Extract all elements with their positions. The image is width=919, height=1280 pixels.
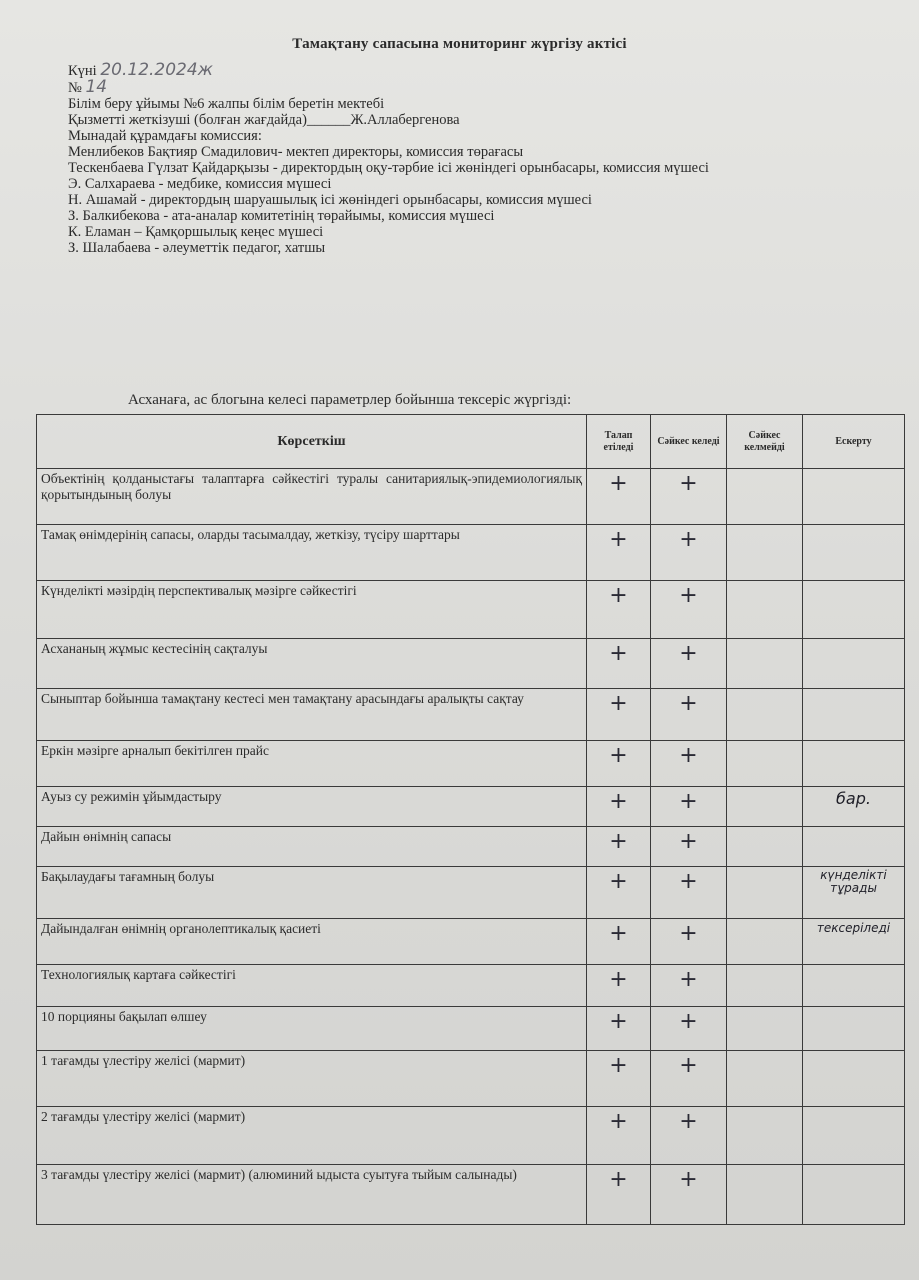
note-cell (803, 1107, 905, 1165)
table-row (37, 919, 905, 965)
header-required: Талап етіледі (587, 415, 651, 469)
required-mark: + (587, 827, 651, 867)
inspection-subtitle: Асханаға, ас блогына келесі параметрлер бойынша тексеріс жүргізді: (128, 392, 572, 408)
indicator-cell: Технологиялық картаға сәйкестігі (37, 965, 587, 1007)
compliant-mark: + (651, 469, 727, 525)
note-cell (803, 639, 905, 689)
table-row (37, 525, 905, 581)
note-cell: тексеріледі (803, 919, 905, 965)
organization: Білім беру ұйымы №6 жалпы білім беретін мектебі (68, 96, 385, 112)
indicator-cell: Тамақ өнімдерінің сапасы, оларды тасымалдау, жеткізу, түсіру шарттары (37, 525, 587, 581)
header-compliant: Сәйкес келеді (651, 415, 727, 469)
indicator-cell: 10 порцияны бақылап өлшеу (37, 1007, 587, 1051)
inspection-table (36, 414, 905, 1225)
table-row (37, 867, 905, 919)
note-cell (803, 1051, 905, 1107)
note-cell: күнделікті тұрады (803, 867, 905, 919)
note-cell (803, 741, 905, 787)
commission-member: З. Балкибекова - ата-аналар комитетінің төрайымы, комиссия мүшесі (68, 208, 495, 224)
noncompliant-mark (727, 581, 803, 639)
date-line (68, 62, 878, 79)
required-mark: + (587, 1165, 651, 1225)
compliant-mark: + (651, 1007, 727, 1051)
commission-member: Н. Ашамай - директордың шаруашылық ісі жөніндегі орынбасары, комиссия мүшесі (68, 192, 592, 208)
document-title: Тамақтану сапасына мониторинг жүргізу актісі (292, 36, 627, 52)
commission-member: Э. Салхараева - медбике, комиссия мүшесі (68, 176, 332, 192)
note-cell: бар. (803, 787, 905, 827)
required-mark: + (587, 639, 651, 689)
indicator-cell: Бақылаудағы тағамның болуы (37, 867, 587, 919)
indicator-cell: Дайындалған өнімнің органолептикалық қасиеті (37, 919, 587, 965)
noncompliant-mark (727, 1107, 803, 1165)
table-row (37, 827, 905, 867)
required-mark: + (587, 689, 651, 741)
commission-member: Тескенбаева Гүлзат Қайдарқызы - директордың оқу-тәрбие ісі жөніндегі орынбасары, комиссия мүшесі (68, 160, 709, 176)
compliant-mark: + (651, 741, 727, 787)
note-cell (803, 965, 905, 1007)
supplier-line (68, 112, 878, 128)
compliant-mark: + (651, 639, 727, 689)
indicator-cell: 2 тағамды үлестіру желісі (мармит) (37, 1107, 587, 1165)
number-line (68, 79, 878, 96)
noncompliant-mark (727, 741, 803, 787)
note-cell (803, 689, 905, 741)
indicator-cell: Күнделікті мәзірдің перспективалық мәзірге сәйкестігі (37, 581, 587, 639)
indicator-cell: Сыныптар бойынша тамақтану кестесі мен тамақтану арасындағы аралықты сақтау (37, 689, 587, 741)
required-mark: + (587, 919, 651, 965)
noncompliant-mark (727, 787, 803, 827)
table-row (37, 1051, 905, 1107)
indicator-cell: Асхананың жұмыс кестесінің сақталуы (37, 639, 587, 689)
noncompliant-mark (727, 469, 803, 525)
compliant-mark: + (651, 581, 727, 639)
compliant-mark: + (651, 965, 727, 1007)
number-label: № (68, 80, 82, 96)
table-row (37, 469, 905, 525)
table-row (37, 965, 905, 1007)
commission-heading: Мынадай құрамдағы комиссия: (68, 128, 262, 144)
document-header (68, 62, 878, 256)
required-mark: + (587, 581, 651, 639)
required-mark: + (587, 867, 651, 919)
required-mark: + (587, 1007, 651, 1051)
required-mark: + (587, 525, 651, 581)
compliant-mark: + (651, 1051, 727, 1107)
noncompliant-mark (727, 689, 803, 741)
number-value: 14 (85, 77, 108, 97)
required-mark: + (587, 1051, 651, 1107)
table-row (37, 1007, 905, 1051)
table-row (37, 689, 905, 741)
table-row (37, 1165, 905, 1225)
noncompliant-mark (727, 639, 803, 689)
table-row (37, 787, 905, 827)
commission-member: К. Еламан – Қамқоршылық кеңес мүшесі (68, 224, 324, 240)
compliant-mark: + (651, 919, 727, 965)
noncompliant-mark (727, 525, 803, 581)
noncompliant-mark (727, 1051, 803, 1107)
required-mark: + (587, 741, 651, 787)
header-noncompliant: Сәйкес келмейді (727, 415, 803, 469)
required-mark: + (587, 469, 651, 525)
note-cell (803, 469, 905, 525)
supplier-name: Ж.Аллабергенова (350, 112, 460, 128)
indicator-cell: Еркін мәзірге арналып бекітілген прайс (37, 741, 587, 787)
date-value: 20.12.2024ж (100, 60, 213, 80)
compliant-mark: + (651, 787, 727, 827)
commission-member: З. Шалабаева - әлеуметтік педагог, хатшы (68, 240, 326, 256)
noncompliant-mark (727, 827, 803, 867)
indicator-cell: 3 тағамды үлестіру желісі (мармит) (алюминий ыдыста суытуға тыйым салынады) (37, 1165, 587, 1225)
compliant-mark: + (651, 1165, 727, 1225)
header-note: Ескерту (803, 415, 905, 469)
required-mark: + (587, 1107, 651, 1165)
noncompliant-mark (727, 1165, 803, 1225)
indicator-cell: Дайын өнімнің сапасы (37, 827, 587, 867)
noncompliant-mark (727, 919, 803, 965)
note-cell (803, 827, 905, 867)
required-mark: + (587, 787, 651, 827)
noncompliant-mark (727, 1007, 803, 1051)
note-cell (803, 1007, 905, 1051)
supplier-label: Қызметті жеткізуші (болған жағдайда)______ (68, 112, 351, 128)
note-cell (803, 525, 905, 581)
indicator-cell: Ауыз су режимін ұйымдастыру (37, 787, 587, 827)
compliant-mark: + (651, 867, 727, 919)
compliant-mark: + (651, 1107, 727, 1165)
compliant-mark: + (651, 525, 727, 581)
note-cell (803, 1165, 905, 1225)
date-label: Күні (68, 63, 97, 79)
note-cell (803, 581, 905, 639)
table-row (37, 639, 905, 689)
compliant-mark: + (651, 827, 727, 867)
compliant-mark: + (651, 689, 727, 741)
table-row (37, 1107, 905, 1165)
table-row (37, 741, 905, 787)
header-indicator: Көрсеткіш (37, 415, 587, 469)
table-row (37, 581, 905, 639)
indicator-cell: 1 тағамды үлестіру желісі (мармит) (37, 1051, 587, 1107)
indicator-cell: Объектінің қолданыстағы талаптарға сәйкестігі туралы санитариялық-эпидемиологиялық қорытындының болуы (37, 469, 587, 525)
required-mark: + (587, 965, 651, 1007)
commission-member: Менлибеков Бақтияр Смадилович- мектеп директоры, комиссия төрағасы (68, 144, 524, 160)
noncompliant-mark (727, 867, 803, 919)
noncompliant-mark (727, 965, 803, 1007)
